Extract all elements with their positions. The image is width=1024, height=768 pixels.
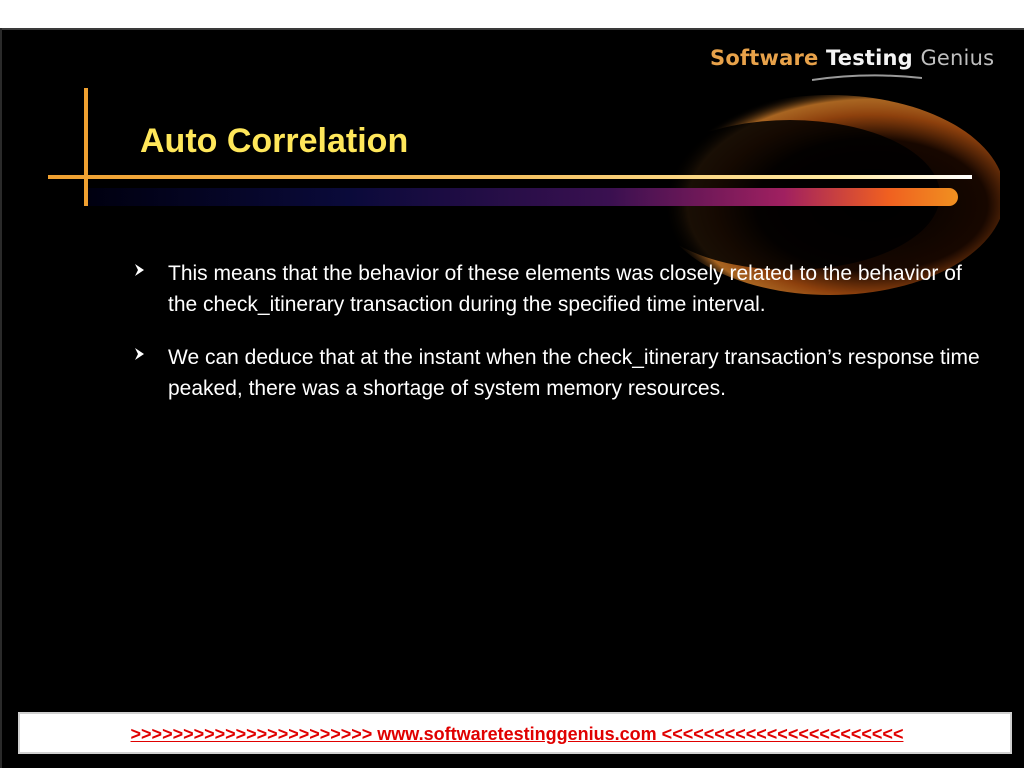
left-edge xyxy=(0,28,2,768)
frame-line xyxy=(0,28,1024,30)
accent-horizontal-line xyxy=(48,175,972,179)
bullet-item xyxy=(130,258,990,320)
bullet-item xyxy=(130,342,990,404)
bullet-text: This means that the behavior of these elements was closely related to the behavior of the check_itinerary transaction during the specified time interval. xyxy=(168,262,962,316)
arrow-right-icon xyxy=(132,346,148,362)
arrow-right-icon xyxy=(132,262,148,278)
logo-word-testing: Testing xyxy=(826,46,913,70)
logo-swoosh-icon xyxy=(812,74,922,82)
top-edge xyxy=(0,0,1024,28)
software-testing-genius-logo xyxy=(700,38,1020,86)
accent-gradient-band xyxy=(88,188,958,206)
bullet-list xyxy=(130,258,990,426)
bullet-text: We can deduce that at the instant when the check_itinerary transaction’s response time peaked, there was a shortage of system memory resources. xyxy=(168,346,980,400)
logo-word-software: Software xyxy=(710,46,819,70)
slide-title: Auto Correlation xyxy=(140,122,409,160)
logo-text xyxy=(710,46,994,70)
footer-link[interactable]: >>>>>>>>>>>>>>>>>>>>>>> www.softwaretestinggenius.com <<<<<<<<<<<<<<<<<<<<<<< xyxy=(130,724,904,744)
footer-banner xyxy=(18,712,1012,754)
logo-word-genius: Genius xyxy=(920,46,995,70)
